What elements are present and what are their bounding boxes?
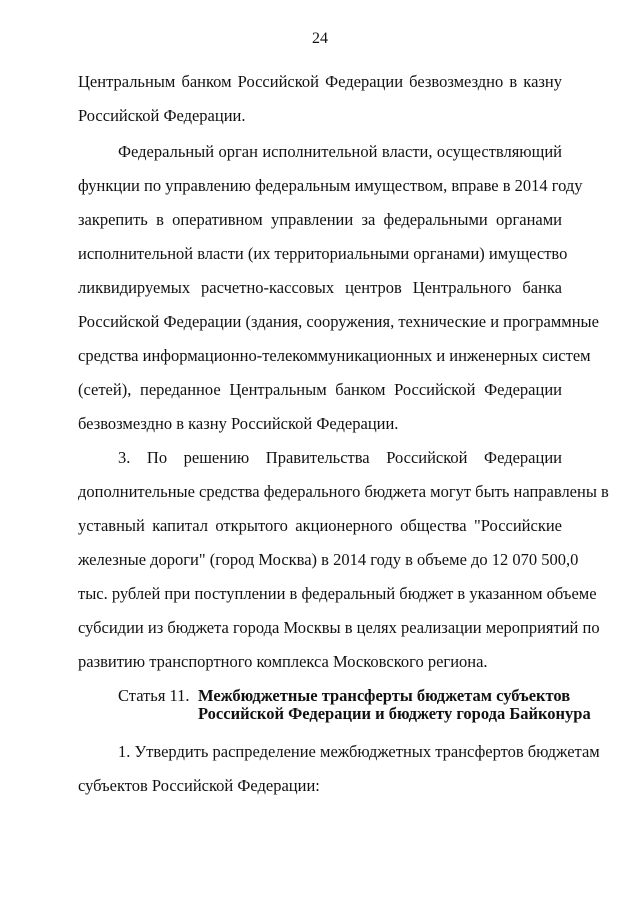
text-line: дополнительные средства федерального бюджета могут быть направлены в <box>78 482 609 501</box>
text-line: тыс. рублей при поступлении в федеральный бюджет в указанном объеме <box>78 584 597 603</box>
text-line: закрепить в оперативном управлении за федеральными органами <box>78 210 562 229</box>
text-line: Центральным банком Российской Федерации безвозмездно в казну <box>78 72 562 91</box>
article-title-line: Межбюджетные трансферты бюджетам субъектов <box>198 686 571 705</box>
article-label: Статья 11. <box>118 686 190 705</box>
text-line: Федеральный орган исполнительной власти, осуществляющий <box>118 142 562 161</box>
text-line: 3. По решению Правительства Российской Федерации <box>118 448 562 467</box>
text-line: уставный капитал открытого акционерного общества "Российские <box>78 516 562 535</box>
text-line: развитию транспортного комплекса Московского региона. <box>78 652 488 671</box>
text-line: функции по управлению федеральным имуществом, вправе в 2014 году <box>78 176 583 195</box>
text-line: ликвидируемых расчетно-кассовых центров Центрального банка <box>78 278 562 297</box>
text-line: Российской Федерации. <box>78 106 246 125</box>
text-line: исполнительной власти (их территориальными органами) имущество <box>78 244 568 263</box>
text-line: (сетей), переданное Центральным банком Российской Федерации <box>78 380 562 399</box>
text-line: Российской Федерации (здания, сооружения, технические и программные <box>78 312 599 331</box>
text-line: 1. Утвердить распределение межбюджетных трансфертов бюджетам <box>118 742 600 761</box>
text-line: субсидии из бюджета города Москвы в целях реализации мероприятий по <box>78 618 600 637</box>
page-number: 24 <box>312 30 328 47</box>
article-title-line: Российской Федерации и бюджету города Байконура <box>198 704 591 723</box>
text-line: железные дороги" (город Москва) в 2014 году в объеме до 12 070 500,0 <box>78 550 579 569</box>
text-line: средства информационно-телекоммуникационных и инженерных систем <box>78 346 591 365</box>
text-line: субъектов Российской Федерации: <box>78 776 320 795</box>
text-line: безвозмездно в казну Российской Федерации. <box>78 414 399 433</box>
